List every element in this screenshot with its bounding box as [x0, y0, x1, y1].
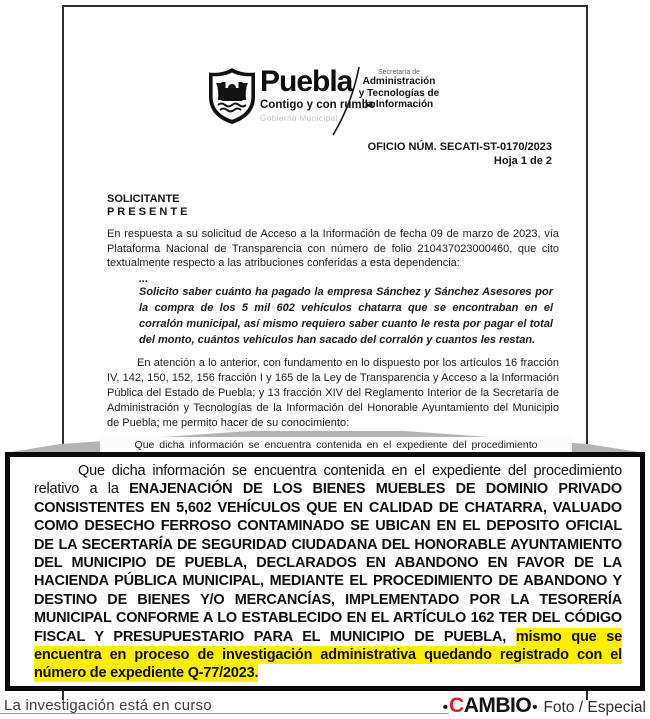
- cutoff-line-text: Que dicha información se encuentra contenida en el expediente del procedimiento: [134, 438, 538, 451]
- secretariat-line: y Tecnologías de: [358, 87, 440, 99]
- cambio-logo-dot: •: [532, 699, 538, 716]
- addressee-line: P R E S E N T E: [107, 206, 188, 218]
- secretariat-block: [347, 69, 451, 111]
- credit-text: Foto / Especial: [543, 699, 646, 716]
- citizen-request-quote: Solicito saber cuánto ha pagado la empresa Sánchez y Sánchez Asesores por la compra de los 5 mil 602 vehículos chatarra que se encontraban en el corralón municipal, así mismo requiero saber cuanto le resta por pagar el total del monto, cuántos vehículos han sacado del corralón y cuantos les restan.: [139, 286, 553, 346]
- excerpt-highlighted-text: mismo que se encuentra en proceso de investigación administrativa quedando registrado con el número de expediente Q-77/2023.: [34, 628, 622, 682]
- excerpt-lead: Que dicha información se encuentra contenida en el expediente del procedimiento relativo a la: [34, 463, 622, 498]
- puebla-crest-icon: [207, 67, 257, 125]
- cambio-logo-text: AMBIO: [463, 694, 532, 717]
- legal-basis-paragraph: En atención a lo anterior, con fundamento en lo dispuesto por los artículos 16 fracción IV, 142, 150, 152, 156 fracción I y 165 de la Ley de Transparencia y Acceso a la Información Pública del Estado de Puebla; y 13 fracción XIV del Reglamento Interior de la Secretaría de Administración y Tecnologías de la Información del Honorable Ayuntamiento del Municipio de Puebla; me permito hacer de su conocimiento:: [107, 357, 559, 429]
- photo-caption: La investigación está en curso: [4, 697, 212, 714]
- brand-name: Puebla: [260, 65, 353, 98]
- magnified-excerpt-box: [5, 452, 645, 691]
- oficio-number-block: [368, 140, 552, 168]
- secretariat-prefix: Secretaría de: [377, 69, 421, 76]
- brand-subtag: Gobierno Municipal: [260, 114, 338, 123]
- photo-credit: [442, 694, 646, 718]
- intro-paragraph: En respuesta a su solicitud de Acceso a la Información de fecha 09 de marzo de 2023, vía Plataforma Nacional de Transparencia con número de folio 210437023000460, que cito textualmente respecto a las atribuciones conferidas a esta dependencia:: [107, 228, 559, 270]
- page-indicator: Hoja 1 de 2: [493, 155, 552, 167]
- caption-rule: [0, 713, 449, 714]
- secretariat-line: Administración: [362, 76, 436, 87]
- cambio-logo: C: [449, 694, 464, 717]
- quote-ellipsis: ...: [139, 273, 149, 285]
- secretariat-line: la Información: [364, 99, 434, 110]
- addressee-block: [107, 193, 188, 219]
- oficio-number: OFICIO NÚM. SECATI-ST-0170/2023: [367, 141, 552, 153]
- cutoff-line-strip: [100, 437, 572, 452]
- addressee-line: SOLICITANTE: [107, 193, 180, 205]
- brand-tagline: Contigo y con rumbo: [260, 99, 376, 111]
- excerpt-paragraph: [34, 462, 622, 683]
- cambio-logo-dot: •: [442, 699, 449, 716]
- excerpt-emphasis: ENAJENACIÓN DE LOS BIENES MUEBLES DE DOMINIO PRIVADO CONSISTENTES EN 5,602 VEHÍCULOS QUE EN CALIDAD DE CHATARRA, VALUADO COMO DESECHO FERROSO CONTAMINADO SE UBICAN EN EL DEPOSITO OFICIAL DE LA SECERTARÍA DE SEGURIDAD CIUDADANA DEL HONORABLE AYUNTAMIENTO DEL MUNICIPIO DE PUEBLA, DECLARADOS EN ABANDONO EN FAVOR DE LA HACIENDA PÚBLICA MUNICIPAL, MEDIANTE EL PROCEDIMIENTO DE ABANDONO Y DESTINO DE BIENES Y/O MERCANCÍAS, IMPLEMENTADO POR LA TESORERÍA MUNICIPAL CONFORME A LO ESTABLECIDO EN EL ARTÍCULO 162 TER DEL CÓDIGO FISCAL Y PRESUPUESTARIO PARA EL MUNICIPIO DE PUEBLA,: [34, 481, 622, 645]
